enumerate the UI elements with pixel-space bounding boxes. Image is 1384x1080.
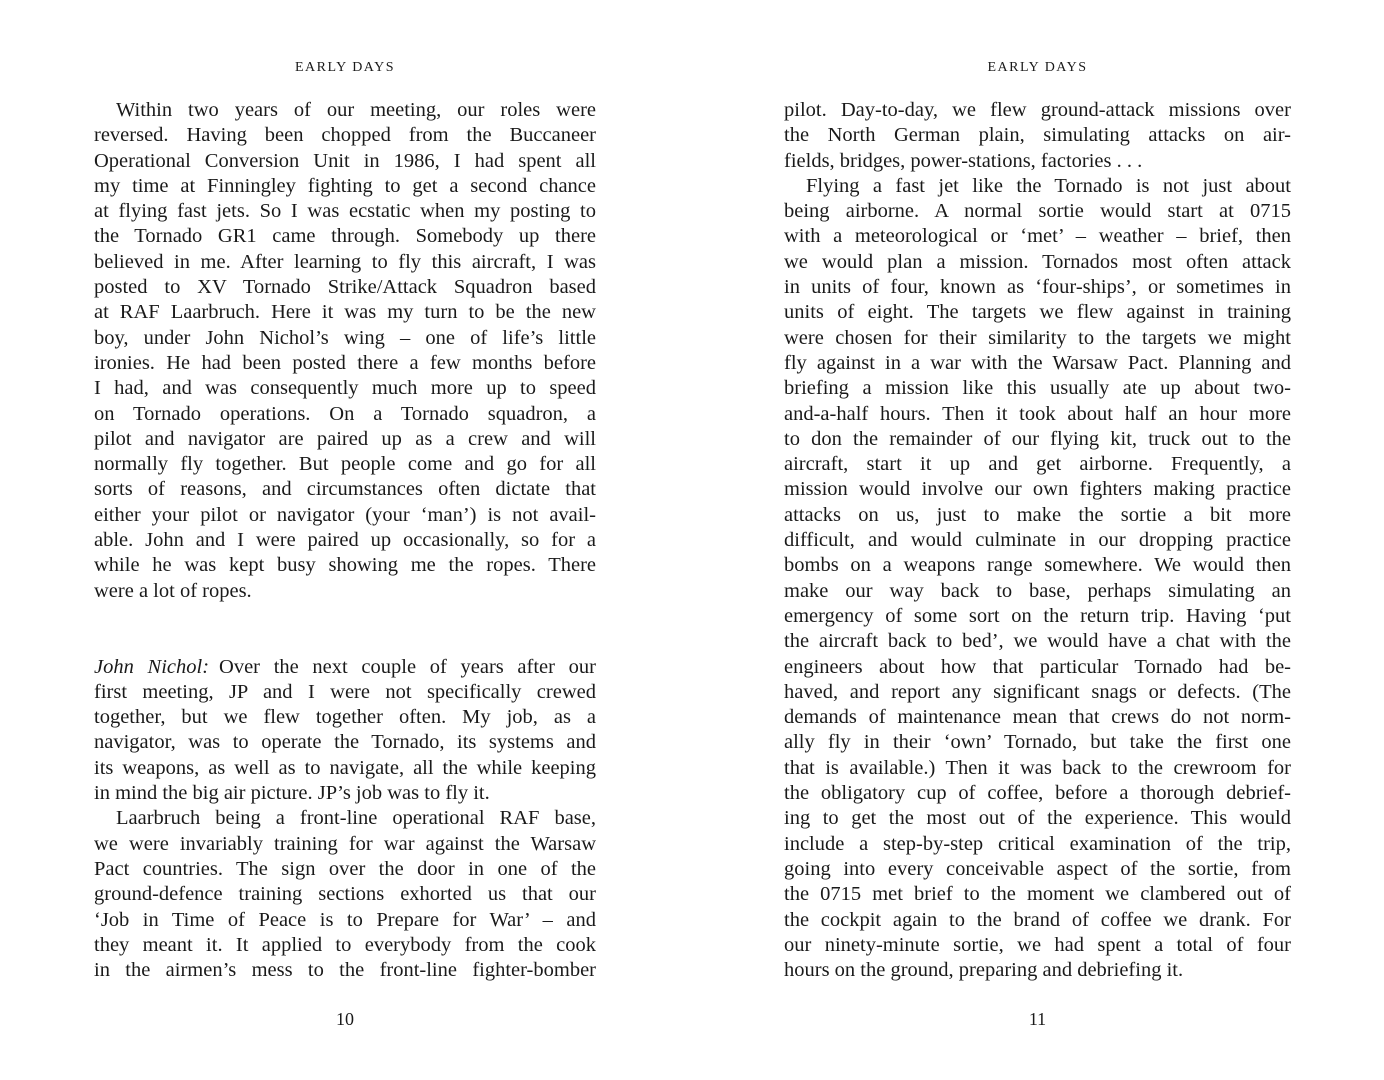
- text-line: at flying fast jets. So I was ecstatic when my posting to: [94, 200, 596, 223]
- text-line: pilot. Day-to-day, we flew ground-attack missions over: [784, 99, 1291, 121]
- text-line: were chosen for their similarity to the targets we might: [784, 326, 1291, 349]
- text-line: at RAF Laarbruch. Here it was my turn to be the new: [94, 301, 596, 324]
- text-line: my time at Finningley fighting to get a second chance: [94, 174, 596, 197]
- speaker-line: [94, 655, 596, 680]
- text-line: demands of maintenance mean that crews do not norm-: [784, 706, 1291, 729]
- text-line: the Tornado GR1 came through. Somebody up there: [94, 225, 596, 248]
- text-line: Operational Conversion Unit in 1986, I had spent all: [94, 149, 596, 172]
- text-line: able. John and I were paired up occasionally, so for a: [94, 529, 596, 552]
- text-line: to don the remainder of our flying kit, truck out to the: [784, 427, 1291, 450]
- text-line: the 0715 met brief to the moment we clambered out of: [784, 883, 1291, 906]
- text-line: on Tornado operations. On a Tornado squadron, a: [94, 402, 596, 425]
- text-line: reversed. Having been chopped from the Buccaneer: [94, 124, 596, 147]
- text-line: ground-defence training sections exhorted us that our: [94, 883, 596, 906]
- text-line: units of eight. The targets we flew against in training: [784, 301, 1291, 324]
- speaker-name: John Nichol:: [94, 655, 210, 678]
- text-line: ally fly in their ‘own’ Tornado, but take the first one: [784, 731, 1291, 754]
- left-page: [94, 0, 596, 1080]
- text-line: pilot and navigator are paired up as a crew and will: [94, 427, 596, 450]
- body-text: [784, 98, 1291, 983]
- text-line: ing to get the most out of the experience. This would: [784, 807, 1291, 830]
- text-line: we would plan a mission. Tornados most often attack: [784, 250, 1291, 273]
- text-line: make our way back to base, perhaps simulating an: [784, 579, 1291, 602]
- text-line: mission would involve our own fighters making practice: [784, 478, 1291, 501]
- right-page: [784, 0, 1291, 1080]
- text-line: Flying a fast jet like the Tornado is not just about: [806, 174, 1291, 197]
- text-line: in the airmen’s mess to the front-line fighter-bomber: [94, 959, 596, 982]
- text-line: I had, and was consequently much more up to speed: [94, 377, 596, 400]
- text-line: our ninety-minute sortie, we had spent a total of four: [784, 933, 1291, 956]
- text-line: were a lot of ropes.: [94, 579, 252, 602]
- text-line: bombs on a weapons range somewhere. We would then: [784, 554, 1291, 577]
- text-line: while he was kept busy showing me the ropes. There: [94, 554, 596, 577]
- page-number: 10: [336, 1009, 354, 1029]
- page-number: 11: [1028, 1009, 1047, 1029]
- running-head: EARLY DAYS: [987, 60, 1088, 75]
- text-line: haved, and report any significant snags or defects. (The: [784, 680, 1291, 703]
- text-line: briefing a mission like this usually ate up about two-: [784, 377, 1291, 400]
- text-line: Pact countries. The sign over the door in one of the: [94, 857, 596, 880]
- text-line: in units of four, known as ‘four-ships’, or sometimes in: [784, 276, 1291, 299]
- text-line: with a meteorological or ‘met’ – weather – brief, then: [784, 225, 1291, 248]
- text-line: the obligatory cup of coffee, before a thorough debrief-: [784, 782, 1291, 805]
- text-line: include a step-by-step critical examination of the trip,: [784, 832, 1291, 855]
- text-line: sorts of reasons, and circumstances often dictate that: [94, 478, 596, 501]
- text-line: posted to XV Tornado Strike/Attack Squadron based: [94, 276, 596, 299]
- text-line: boy, under John Nichol’s wing – one of life’s little: [94, 326, 596, 349]
- running-head: EARLY DAYS: [294, 60, 396, 75]
- text-line: emergency of some sort on the return trip. Having ‘put: [784, 604, 1291, 627]
- text-line: ironies. He had been posted there a few months before: [94, 351, 596, 374]
- text-line: believed in me. After learning to fly this aircraft, I was: [94, 250, 596, 273]
- text-line: and-a-half hours. Then it took about half an hour more: [784, 402, 1291, 425]
- text-line: the aircraft back to bed’, we would have a chat with the: [784, 630, 1291, 653]
- text-line: difficult, and would culminate in our dropping practice: [784, 529, 1291, 552]
- text-line: ‘Job in Time of Peace is to Prepare for War’ – and: [94, 908, 596, 931]
- text-line: fields, bridges, power-stations, factories . . .: [784, 149, 1143, 172]
- text-line: attacks on us, just to make the sortie a bit more: [784, 503, 1291, 526]
- text-line: either your pilot or navigator (your ‘man’) is not avail-: [94, 503, 596, 526]
- text-line: normally fly together. But people come and go for all: [94, 453, 596, 476]
- text-line: navigator, was to operate the Tornado, its systems and: [94, 731, 596, 754]
- text-line: Within two years of our meeting, our roles were: [116, 99, 596, 121]
- text-line: that is available.) Then it was back to the crewroom for: [784, 756, 1291, 779]
- text-line: the North German plain, simulating attacks on air-: [784, 124, 1291, 147]
- text-line: first meeting, JP and I were not specifically crewed: [94, 680, 596, 703]
- text-line: its weapons, as well as to navigate, all the while keeping: [94, 756, 596, 779]
- text-line: engineers about how that particular Tornado had be-: [784, 655, 1291, 678]
- text-line: being airborne. A normal sortie would start at 0715: [784, 200, 1291, 223]
- text-line: Laarbruch being a front-line operational RAF base,: [116, 807, 596, 830]
- text-line: aircraft, start it up and get airborne. Frequently, a: [784, 453, 1291, 476]
- text-line: Over the next couple of years after our: [219, 655, 596, 678]
- text-line: the cockpit again to the brand of coffee we drank. For: [784, 908, 1291, 931]
- text-line: in mind the big air picture. JP’s job was to fly it.: [94, 782, 490, 805]
- body-text: [94, 98, 596, 983]
- text-line: going into every conceivable aspect of the sortie, from: [784, 857, 1291, 880]
- text-line: fly against in a war with the Warsaw Pact. Planning and: [784, 351, 1291, 374]
- text-line: together, but we flew together often. My job, as a: [94, 706, 596, 729]
- text-line: hours on the ground, preparing and debriefing it.: [784, 959, 1184, 982]
- text-line: we were invariably training for war against the Warsaw: [94, 832, 596, 855]
- text-line: they meant it. It applied to everybody from the cook: [94, 933, 596, 956]
